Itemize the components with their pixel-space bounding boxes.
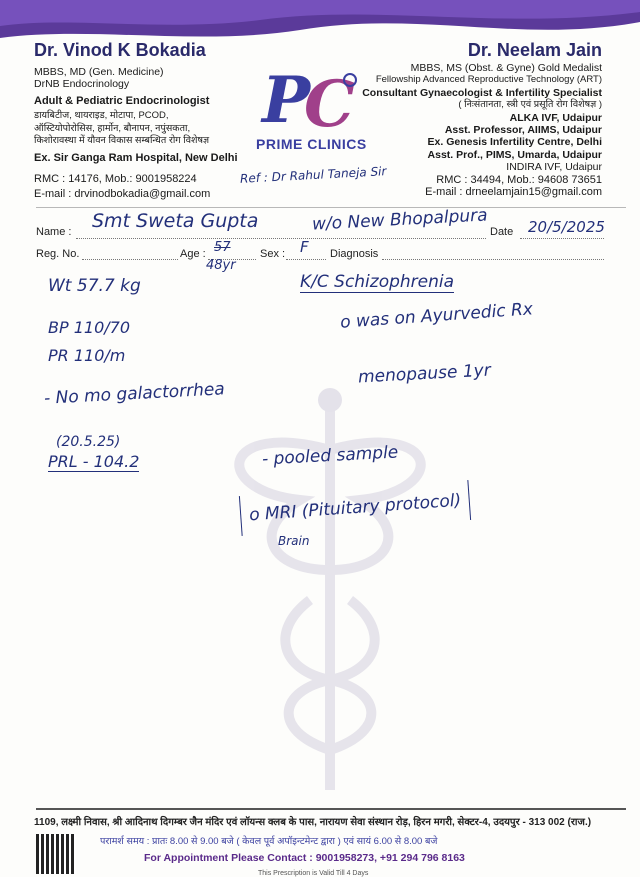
left-hindi-3: किशोरावस्था में यौवन विकास सम्बन्धित रोग विशेषज्ञ	[34, 135, 210, 147]
date-label: Date	[490, 226, 514, 238]
clinic-name: PRIME CLINICS	[256, 136, 367, 152]
svg-text:P: P	[262, 64, 311, 134]
brain-note: Brain	[278, 534, 310, 548]
prl-date-note: (20.5.25)	[56, 434, 121, 450]
menopause-note: menopause 1yr	[357, 360, 492, 388]
diagnosis-label: Diagnosis	[330, 248, 379, 260]
footer-appointment: For Appointment Please Contact : 9001958273, +91 294 796 8163	[144, 852, 465, 864]
right-rmc: RMC : 34494, Mob.: 94608 73651	[436, 173, 602, 186]
header-divider	[36, 207, 626, 208]
right-specialty: Consultant Gynaecologist & Infertility Specialist	[362, 86, 602, 99]
right-hindi: ( निःसंतानता, स्त्री एवं प्रसूति रोग विशेषज्ञ )	[458, 99, 602, 111]
left-hospital: Ex. Sir Ganga Ram Hospital, New Delhi	[34, 152, 238, 165]
right-degree-1: MBBS, MS (Obst. & Gyne) Gold Medalist	[410, 62, 602, 74]
referral-handwriting: Ref : Dr Rahul Taneja Sir	[239, 164, 387, 186]
mri-note: o MRI (Pituitary protocol)	[239, 480, 472, 536]
caduceus-watermark	[210, 380, 450, 800]
reg-line	[82, 259, 178, 260]
known-case-note: K/C Schizophrenia	[300, 272, 455, 292]
sex-line	[286, 259, 326, 260]
footer-divider	[36, 808, 626, 810]
diagnosis-line	[382, 259, 604, 260]
age-value: 48yr	[206, 258, 236, 273]
right-line-4: Asst. Prof., PIMS, Umarda, Udaipur	[427, 148, 602, 161]
weight-note: Wt 57.7 kg	[48, 276, 141, 296]
prl-note: PRL - 104.2	[48, 452, 140, 471]
left-specialty: Adult & Pediatric Endocrinologist	[34, 94, 210, 107]
right-line-3: Ex. Genesis Infertility Centre, Delhi	[427, 136, 602, 149]
right-line-5: INDIRA IVF, Udaipur	[506, 161, 602, 174]
left-doctor-details	[34, 66, 254, 165]
sex-label: Sex :	[260, 248, 286, 260]
footer-validity: This Prescription is Valid Till 4 Days	[258, 870, 369, 877]
svg-text:C: C	[304, 67, 355, 134]
patient-relation: w/o New Bhopalpura	[311, 205, 489, 235]
left-doctor-name: Dr. Vinod K Bokadia	[34, 40, 206, 60]
right-email: E-mail : drneelamjain15@gmail.com	[425, 186, 602, 199]
visit-date: 20/5/2025	[528, 218, 605, 236]
left-email: E-mail : drvinodbokadia@gmail.com	[34, 188, 211, 200]
left-hindi-2: ऑस्टियोपोरोसिस, हार्मोन, बौनापन, नपुंसकता,	[34, 122, 191, 134]
date-line	[520, 238, 604, 239]
right-doctor-name: Dr. Neelam Jain	[467, 40, 602, 60]
right-line-1: ALKA IVF, Udaipur	[509, 111, 602, 124]
pr-note: PR 110/m	[48, 346, 126, 365]
footer-address: 1109, लक्ष्मी निवास, श्री आदिनाथ दिगम्बर जैन मंदिर एवं लॉयन्स क्लब के पास, नारायण सेवा संस्थान रोड़, हिरन मगरी, सेक्टर-4, उदयपुर - 313 002 (राज.)	[34, 817, 592, 828]
name-line	[76, 238, 486, 239]
galactorrhea-note: - No mo galactorrhea	[43, 379, 226, 409]
qr-code	[36, 834, 76, 874]
left-degree-1: MBBS, MD (Gen. Medicine)	[34, 66, 164, 78]
sex-value: F	[300, 238, 309, 256]
left-rmc: RMC : 14176, Mob.: 9001958224	[34, 173, 197, 185]
footer-timing: परामर्श समय : प्रातः 8.00 से 9.00 बजे ( केवल पूर्व अपॉइन्टमेन्ट द्वारा ) एवं सायं 6.00 से 8.00 बजे	[100, 836, 438, 847]
right-degree-2: Fellowship Advanced Reproductive Technology (ART)	[375, 74, 602, 86]
bp-note: BP 110/70	[48, 318, 130, 337]
pooled-sample-note: - pooled sample	[261, 442, 399, 470]
patient-name: Smt Sweta Gupta	[92, 210, 259, 232]
left-degree-2: DrNB Endocrinology	[34, 78, 130, 91]
left-hindi-1: डायबिटीज, थायराइड, मोटापा, PCOD,	[34, 110, 169, 122]
name-label: Name :	[36, 226, 72, 238]
reg-label: Reg. No.	[36, 248, 80, 260]
age-struck: 57	[214, 240, 231, 255]
age-label: Age :	[180, 248, 206, 260]
ayurvedic-note: o was on Ayurvedic Rx	[339, 299, 534, 333]
right-line-2: Asst. Professor, AIIMS, Udaipur	[444, 124, 602, 137]
